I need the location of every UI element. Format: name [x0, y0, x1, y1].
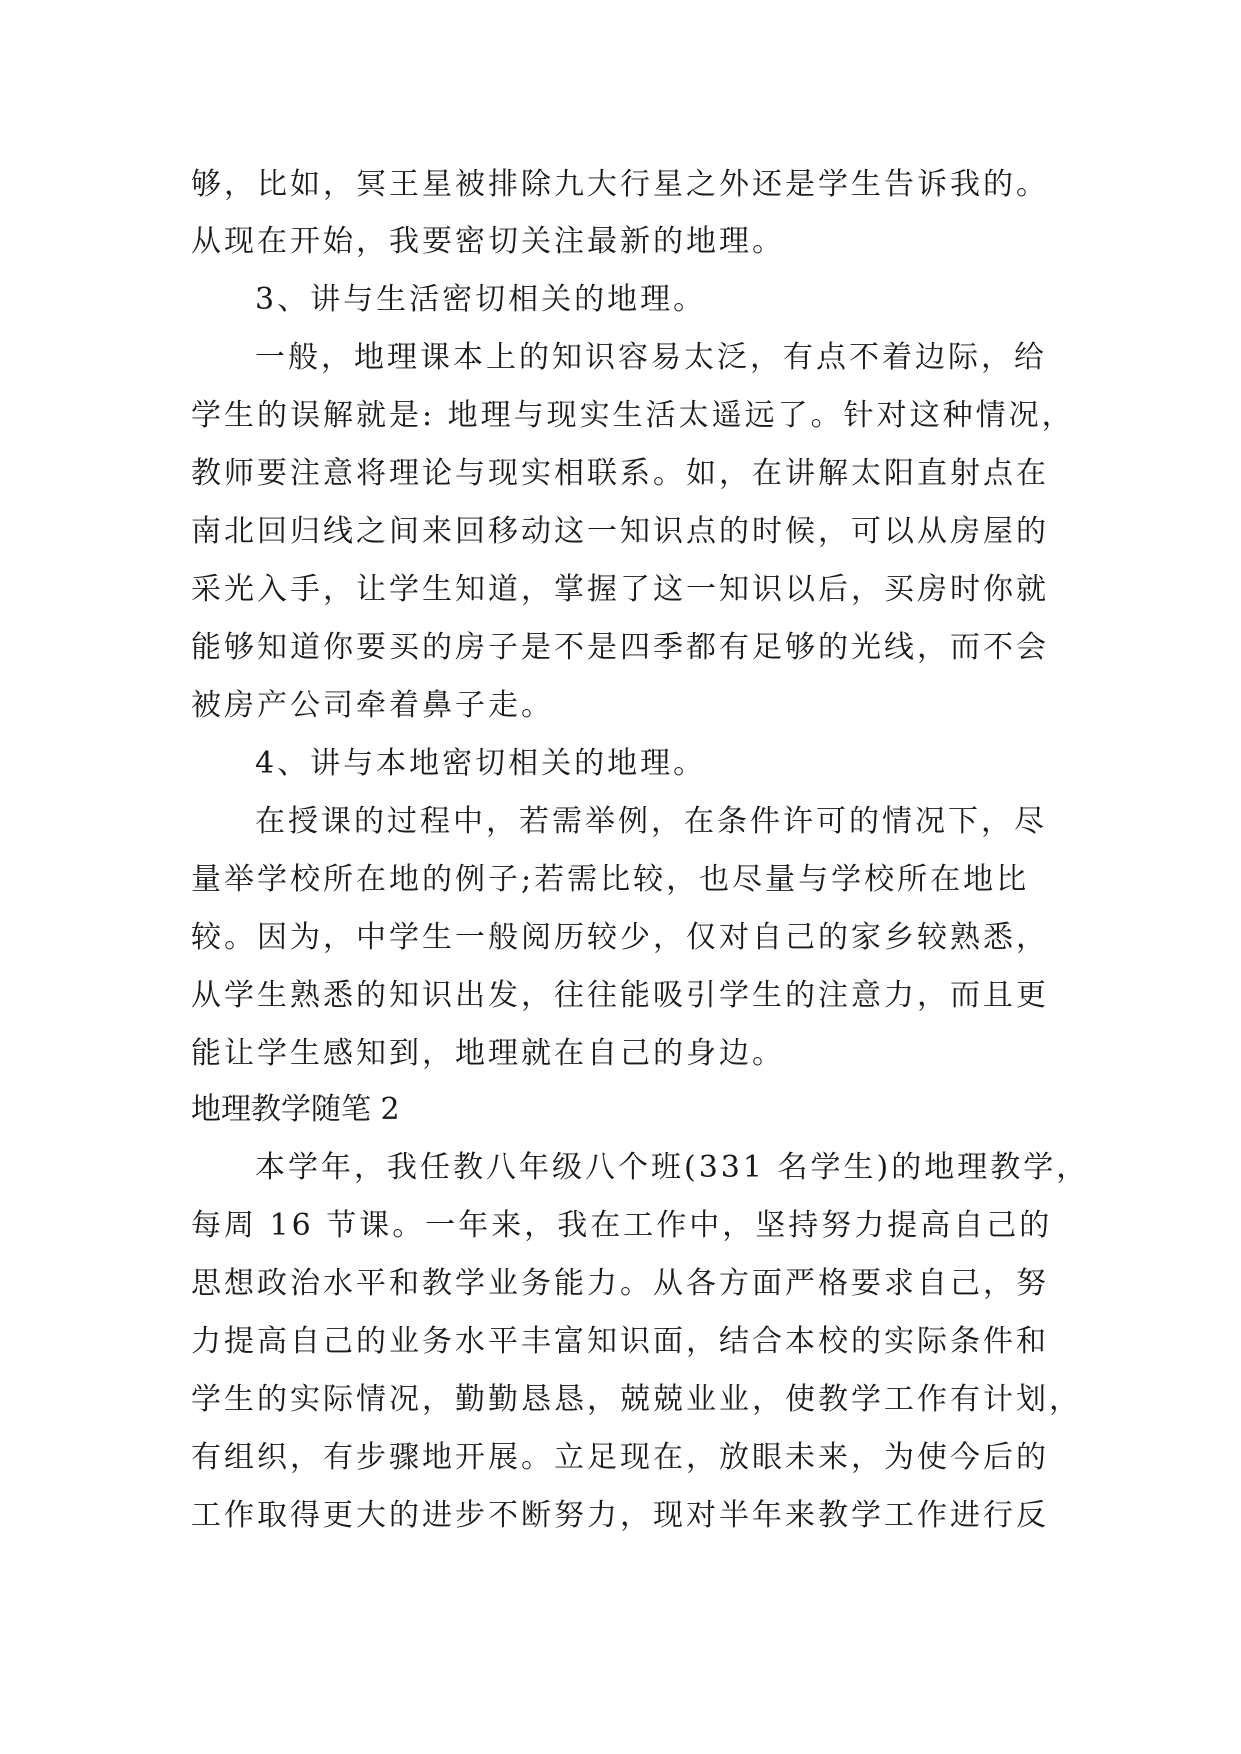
paragraph-line: 从现在开始，我要密切关注最新的地理。: [191, 224, 785, 259]
paragraph-line: 教师要注意将理论与现实相联系。如，在讲解太阳直射点在: [191, 456, 1049, 491]
paragraph-line: 学生的实际情况，勤勤恳恳，兢兢业业，使教学工作有计划，: [191, 1382, 1082, 1417]
paragraph-line: 较。因为，中学生一般阅历较少，仅对自己的家乡较熟悉，: [191, 920, 1049, 955]
section-title: 地理教学随笔 2: [191, 1092, 400, 1127]
paragraph-line: 能让学生感知到，地理就在自己的身边。: [191, 1036, 785, 1071]
paragraph-line: 在授课的过程中，若需举例，在条件许可的情况下，尽: [255, 804, 1047, 839]
paragraph-line: 有组织，有步骤地开展。立足现在，放眼未来，为使今后的: [191, 1440, 1049, 1475]
paragraph-line: 力提高自己的业务水平丰富知识面，结合本校的实际条件和: [191, 1324, 1049, 1359]
paragraph-line: 南北回归线之间来回移动这一知识点的时候，可以从房屋的: [191, 514, 1049, 549]
paragraph-line: 思想政治水平和教学业务能力。从各方面严格要求自己，努: [191, 1266, 1049, 1301]
paragraph-line: 从学生熟悉的知识出发，往往能吸引学生的注意力，而且更: [191, 978, 1049, 1013]
paragraph-line: 工作取得更大的进步不断努力，现对半年来教学工作进行反: [191, 1498, 1049, 1533]
paragraph-line: 本学年，我任教八年级八个班(331 名学生)的地理教学，: [255, 1150, 1090, 1185]
point-3-heading: 3、讲与生活密切相关的地理。: [255, 282, 707, 317]
paragraph-line: 学生的误解就是: 地理与现实生活太遥远了。针对这种情况，: [191, 398, 1075, 433]
paragraph-line: 采光入手，让学生知道，掌握了这一知识以后，买房时你就: [191, 572, 1049, 607]
paragraph-line: 一般，地理课本上的知识容易太泛，有点不着边际，给: [255, 340, 1047, 375]
paragraph-line: 被房产公司牵着鼻子走。: [191, 688, 554, 723]
paragraph-line: 够，比如，冥王星被排除九大行星之外还是学生告诉我的。: [191, 167, 1049, 202]
point-4-heading: 4、讲与本地密切相关的地理。: [255, 746, 707, 781]
paragraph-line: 量举学校所在地的例子;若需比较，也尽量与学校所在地比: [191, 862, 1030, 897]
paragraph-line: 能够知道你要买的房子是不是四季都有足够的光线，而不会: [191, 630, 1049, 665]
paragraph-line: 每周 16 节课。一年来，我在工作中，坚持努力提高自己的: [191, 1208, 1053, 1243]
